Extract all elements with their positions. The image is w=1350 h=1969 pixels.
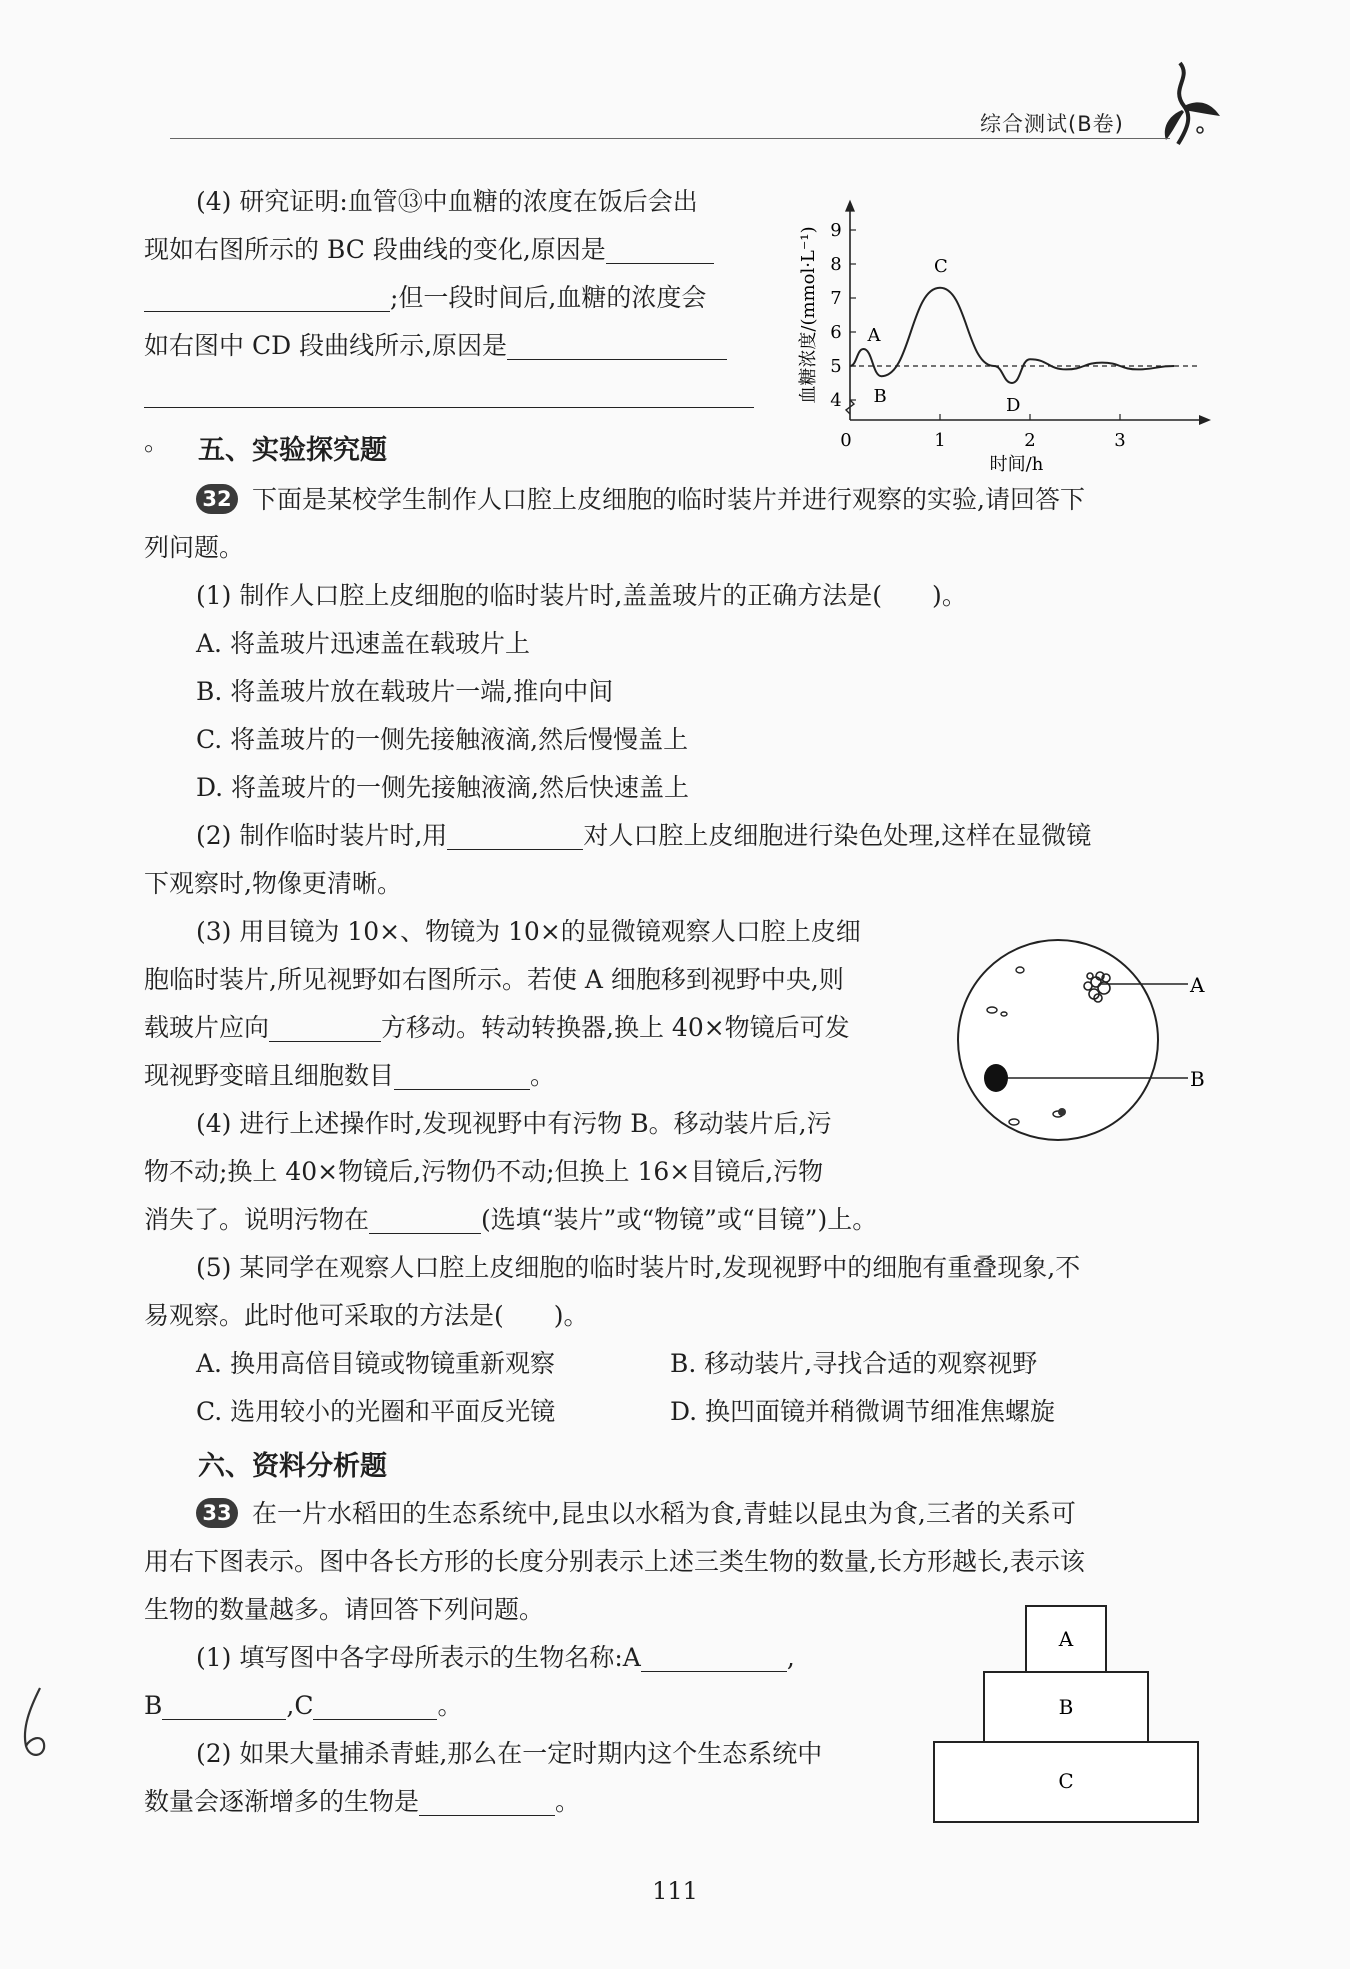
q33-intro-1: 在一片水稻田的生态系统中,昆虫以水稻为食,青蛙以昆虫为食,三者的关系可 [252,1499,1076,1528]
q32-part3-line-3b: 方移动。转动转换器,换上 40×物镜后可发 [381,1013,850,1042]
answer-blank[interactable] [394,1059,530,1090]
q33-part1-d: ,C [286,1691,314,1720]
y-tick-label: 8 [830,254,842,275]
q32-part5-line-2: 易观察。此时他可采取的方法是( )。 [144,1301,589,1330]
x-axis-arrow [1199,415,1211,425]
y-tick-label: 9 [830,220,842,241]
y-axis-label: 血糖浓度/(mmol·L⁻¹) [798,226,819,404]
y-tick-label: 6 [830,322,842,343]
page-number: 111 [652,1877,698,1905]
q33-part1-c: B [144,1691,163,1720]
q32-option-d[interactable]: D. 将盖玻片的一侧先接触液滴,然后快速盖上 [196,773,689,802]
q32-part1: (1) 制作人口腔上皮细胞的临时装片时,盖盖玻片的正确方法是( )。 [196,581,967,610]
cell-dot [1058,1108,1066,1116]
q32-part3-line-4b: 。 [530,1061,556,1090]
q32-option-c[interactable]: C. 将盖玻片的一侧先接触液滴,然后慢慢盖上 [196,725,689,754]
q32-part3-line-2: 胞临时装片,所见视野如右图所示。若使 A 细胞移到视野中央,则 [144,965,844,994]
q31-line-4: 如右图中 CD 段曲线所示,原因是 [144,331,508,360]
q32-part4-line-1: (4) 进行上述操作时,发现视野中有污物 B。移动装片后,污 [196,1109,832,1138]
q32-option-a[interactable]: A. 将盖玻片迅速盖在载玻片上 [196,629,530,658]
x-tick-label: 3 [1114,430,1126,451]
point-label-d: D [1006,395,1021,416]
q32-part4-line-3b: (选填“装片”或“物镜”或“目镜”)上。 [481,1205,878,1234]
answer-blank[interactable] [507,329,727,360]
q32-part5-option-c[interactable]: C. 选用较小的光圈和平面反光镜 [196,1397,556,1426]
q33-part2-line-1: (2) 如果大量捕杀青蛙,那么在一定时期内这个生态系统中 [196,1739,823,1768]
point-label-a: A [867,325,881,346]
q32-part4-line-3a: 消失了。说明污物在 [144,1205,370,1234]
answer-blank[interactable] [144,377,754,408]
flower-ornament-icon [1140,58,1230,148]
microscope-field-diagram [950,936,1205,1146]
pyramid-label-c: C [1058,1769,1074,1793]
q33-part1-b: , [786,1643,795,1672]
q31-end: 。 [144,427,170,456]
point-label-b: B [873,386,887,408]
q32-part3-line-1: (3) 用目镜为 10×、物镜为 10×的显微镜观察人口腔上皮细 [196,917,861,946]
y-tick-label: 5 [830,356,842,377]
pyramid-label-a: A [1058,1627,1074,1651]
q32-part5-option-d[interactable]: D. 换凹面镜并稍微调节细准焦螺旋 [670,1397,1056,1426]
question-number-badge: 32 [196,484,238,514]
answer-blank[interactable] [641,1641,787,1672]
q31-line-1: (4) 研究证明:血管⑬中血糖的浓度在饭后会出 [196,187,698,216]
answer-blank[interactable] [369,1203,481,1234]
point-label-c: C [934,255,948,277]
q32-part5-line-1: (5) 某同学在观察人口腔上皮细胞的临时装片时,发现视野中的细胞有重叠现象,不 [196,1253,1081,1282]
q33-part1-e: 。 [437,1691,463,1720]
ecological-pyramid [930,1604,1202,1830]
blood-glucose-chart [790,180,1210,480]
y-axis-arrow [845,200,855,212]
header-rule [170,138,1170,139]
q32-option-b[interactable]: B. 将盖玻片放在载玻片一端,推向中间 [196,677,614,706]
q32-part3-line-3a: 载玻片应向 [144,1013,270,1042]
answer-blank[interactable] [313,1689,437,1720]
answer-blank[interactable] [606,233,714,264]
answer-blank[interactable] [419,1785,555,1816]
q32-part2-a: (2) 制作临时装片时,用 [196,821,448,850]
debris-b [984,1064,1008,1092]
y-tick-label: 7 [830,288,842,309]
x-tick-label: 1 [934,430,946,451]
q32-part5-option-a[interactable]: A. 换用高倍目镜或物镜重新观察 [196,1349,555,1378]
label-b: B [1190,1067,1205,1091]
q33-part2-line-2b: 。 [555,1787,581,1816]
q31-line-2: 现如右图所示的 BC 段曲线的变化,原因是 [144,235,606,264]
section-6-title: 六、资料分析题 [198,1451,387,1482]
section-5-title: 五、实验探究题 [198,435,387,466]
q32-part5-option-b[interactable]: B. 移动装片,寻找合适的观察视野 [670,1349,1038,1378]
x-tick-label: 2 [1024,430,1036,451]
q31-part4 [144,178,764,466]
q33-intro-2: 用右下图表示。图中各长方形的长度分别表示上述三类生物的数量,长方形越长,表示该 [144,1547,1085,1576]
q32-part2-b: 对人口腔上皮细胞进行染色处理,这样在显微镜 [583,821,1092,850]
q32-part2-c: 下观察时,物像更清晰。 [144,869,402,898]
q31-line-3: ;但一段时间后,血糖的浓度会 [390,283,707,312]
answer-blank[interactable] [269,1011,381,1042]
q33-part1-a: (1) 填写图中各字母所表示的生物名称:A [196,1643,641,1672]
x-axis-label: 时间/h [989,454,1044,475]
q33-intro-3: 生物的数量越多。请回答下列问题。 [144,1595,545,1624]
y-tick-label: 4 [830,390,842,411]
q32-intro-2: 列问题。 [144,533,245,562]
pyramid-label-b: B [1058,1695,1074,1719]
q33-part2-line-2a: 数量会逐渐增多的生物是 [144,1787,420,1816]
x-tick-label: 0 [840,430,852,451]
q32-part4-line-2: 物不动;换上 40×物镜后,污物仍不动;但换上 16×目镜后,污物 [144,1157,824,1186]
field-of-view-circle [958,940,1158,1140]
answer-blank[interactable] [447,819,583,850]
handwritten-mark [14,1684,54,1764]
answer-blank[interactable] [144,281,390,312]
answer-blank[interactable] [162,1689,286,1720]
label-a: A [1190,973,1205,997]
glucose-curve [850,288,1174,383]
header-title: 综合测试(B卷) [980,112,1124,136]
q32-intro-1: 下面是某校学生制作人口腔上皮细胞的临时装片并进行观察的实验,请回答下 [252,485,1085,514]
q32-part3-line-4a: 现视野变暗且细胞数目 [144,1061,395,1090]
question-number-badge: 33 [196,1498,238,1528]
